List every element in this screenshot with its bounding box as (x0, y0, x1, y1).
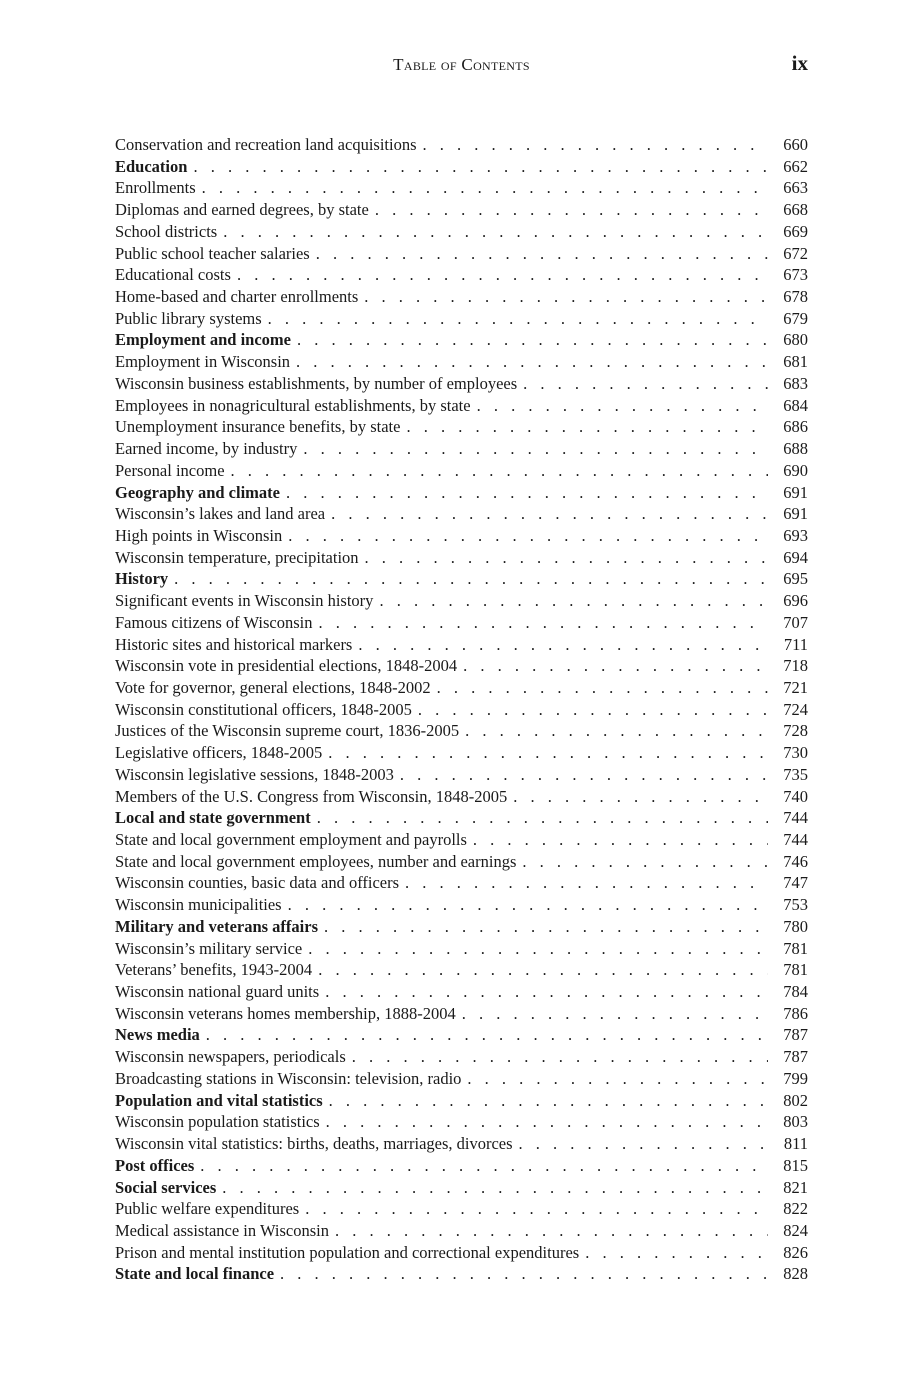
toc-entry (115, 894, 808, 916)
toc-entry (115, 199, 808, 221)
toc-entry-page-number: 784 (783, 982, 808, 1002)
dot-leader (375, 199, 768, 221)
dot-leader (329, 1090, 768, 1112)
toc-entry-title: Historic sites and historical markers (115, 634, 353, 654)
toc-entry (115, 503, 808, 525)
dot-leader (365, 547, 768, 569)
toc-entry-title: Home-based and charter enrollments (115, 287, 359, 307)
toc-entry-title: Employment and income (115, 330, 292, 350)
toc-entry-title: Wisconsin business establishments, by number of employees (115, 373, 518, 393)
toc-entry-page-number: 711 (783, 634, 808, 654)
toc-entry-page-number: 672 (783, 243, 808, 263)
toc-entry (115, 438, 808, 460)
dot-leader (400, 764, 768, 786)
toc-entry-page-number: 678 (783, 287, 808, 307)
toc-entry (115, 829, 808, 851)
toc-entry-title: Population and vital statistics (115, 1090, 323, 1110)
toc-entry (115, 851, 808, 873)
toc-entry-page-number: 695 (783, 569, 808, 589)
toc-entry-title: Diplomas and earned degrees, by state (115, 200, 369, 220)
toc-entry-title: Employees in nonagricultural establishments, by state (115, 395, 471, 415)
dot-leader (585, 1242, 768, 1264)
dot-leader (280, 1263, 768, 1285)
dot-leader (331, 503, 768, 525)
toc-entry (115, 177, 808, 199)
toc-entry (115, 742, 808, 764)
dot-leader (379, 590, 768, 612)
toc-entry (115, 764, 808, 786)
dot-leader (223, 221, 768, 243)
dot-leader (202, 177, 768, 199)
dot-leader (297, 329, 768, 351)
toc-entry-title: Post offices (115, 1155, 195, 1175)
dot-leader (206, 1024, 768, 1046)
toc-entry-title: Wisconsin constitutional officers, 1848-2005 (115, 699, 412, 719)
toc-entry (115, 590, 808, 612)
toc-entry (115, 1220, 808, 1242)
dot-leader (318, 959, 768, 981)
toc-section-heading (115, 916, 808, 938)
toc-entry-title: Legislative officers, 1848-2005 (115, 743, 323, 763)
toc-entry-title: Unemployment insurance benefits, by state (115, 417, 401, 437)
toc-entry (115, 938, 808, 960)
toc-entry-page-number: 787 (783, 1047, 808, 1067)
toc-entry-title: Wisconsin’s lakes and land area (115, 504, 326, 524)
toc-section-heading (115, 482, 808, 504)
toc-entry-page-number: 684 (783, 395, 808, 415)
toc-entry-title: State and local finance (115, 1264, 275, 1284)
toc-entry-page-number: 669 (783, 221, 808, 241)
toc-entry-page-number: 828 (783, 1264, 808, 1284)
toc-entry-page-number: 730 (783, 743, 808, 763)
page-header (115, 51, 808, 81)
toc-section-heading (115, 329, 808, 351)
dot-leader (318, 612, 768, 634)
toc-entry-title: Justices of the Wisconsin supreme court, 1836-2005 (115, 721, 460, 741)
toc-section-heading (115, 1263, 808, 1285)
dot-leader (364, 286, 768, 308)
toc-entry-page-number: 740 (783, 786, 808, 806)
toc-entry-page-number: 662 (783, 156, 808, 176)
toc-entry-page-number: 744 (783, 808, 808, 828)
table-of-contents (115, 134, 808, 1285)
toc-section-heading (115, 1024, 808, 1046)
dot-leader (423, 134, 769, 156)
toc-entry-page-number: 824 (783, 1220, 808, 1240)
toc-entry-page-number: 826 (783, 1242, 808, 1262)
dot-leader (303, 438, 768, 460)
toc-entry-title: History (115, 569, 169, 589)
toc-entry-page-number: 753 (783, 895, 808, 915)
toc-entry-page-number: 680 (783, 330, 808, 350)
dot-leader (523, 373, 768, 395)
toc-entry (115, 264, 808, 286)
toc-entry-page-number: 718 (783, 656, 808, 676)
toc-entry (115, 981, 808, 1003)
toc-entry-page-number: 690 (783, 460, 808, 480)
dot-leader (316, 243, 768, 265)
toc-entry-title: Educational costs (115, 265, 231, 285)
toc-entry-page-number: 707 (783, 612, 808, 632)
toc-entry-title: Public library systems (115, 308, 262, 328)
toc-entry-page-number: 780 (783, 916, 808, 936)
toc-section-heading (115, 568, 808, 590)
toc-section-heading (115, 807, 808, 829)
toc-section-heading (115, 1090, 808, 1112)
toc-entry-title: Education (115, 156, 188, 176)
toc-entry-title: Medical assistance in Wisconsin (115, 1220, 329, 1240)
dot-leader (296, 351, 768, 373)
toc-entry-page-number: 688 (783, 439, 808, 459)
toc-entry (115, 416, 808, 438)
toc-entry-title: Wisconsin veterans homes membership, 1888-2004 (115, 1003, 456, 1023)
dot-leader (463, 655, 768, 677)
toc-entry-page-number: 822 (783, 1199, 808, 1219)
toc-section-heading (115, 1177, 808, 1199)
dot-leader (317, 807, 768, 829)
page-number: ix (791, 51, 808, 75)
toc-entry-title: Wisconsin vote in presidential elections, 1848-2004 (115, 656, 458, 676)
dot-leader (462, 1003, 768, 1025)
toc-entry (115, 699, 808, 721)
toc-entry-title: Wisconsin municipalities (115, 895, 282, 915)
toc-entry-page-number: 693 (783, 525, 808, 545)
toc-entry (115, 373, 808, 395)
dot-leader (308, 938, 768, 960)
toc-entry (115, 395, 808, 417)
toc-entry (115, 460, 808, 482)
toc-entry-title: Famous citizens of Wisconsin (115, 612, 313, 632)
dot-leader (288, 525, 768, 547)
toc-entry-title: Social services (115, 1177, 217, 1197)
dot-leader (418, 699, 768, 721)
dot-leader (325, 981, 768, 1003)
toc-entry-page-number: 668 (783, 200, 808, 220)
toc-entry-title: Wisconsin population statistics (115, 1112, 320, 1132)
toc-entry (115, 1068, 808, 1090)
dot-leader (352, 1046, 768, 1068)
toc-entry-title: Enrollments (115, 178, 196, 198)
toc-entry-title: Wisconsin newspapers, periodicals (115, 1047, 346, 1067)
toc-entry (115, 1046, 808, 1068)
toc-entry (115, 1003, 808, 1025)
toc-entry-page-number: 694 (783, 547, 808, 567)
toc-entry-page-number: 691 (783, 482, 808, 502)
toc-entry-title: Geography and climate (115, 482, 280, 502)
dot-leader (328, 742, 768, 764)
toc-entry-title: Wisconsin national guard units (115, 982, 320, 1002)
dot-leader (477, 395, 768, 417)
toc-entry-title: Military and veterans affairs (115, 916, 319, 936)
toc-entry (115, 786, 808, 808)
toc-entry-title: Significant events in Wisconsin history (115, 591, 374, 611)
toc-entry-page-number: 747 (783, 873, 808, 893)
toc-entry (115, 1111, 808, 1133)
toc-entry (115, 720, 808, 742)
dot-leader (519, 1133, 768, 1155)
toc-entry-title: News media (115, 1025, 200, 1045)
dot-leader (406, 416, 768, 438)
dot-leader (467, 1068, 768, 1090)
dot-leader (513, 786, 768, 808)
dot-leader (326, 1111, 768, 1133)
toc-entry-title: Public welfare expenditures (115, 1199, 300, 1219)
dot-leader (231, 460, 768, 482)
toc-entry-title: Prison and mental institution population and correctional expenditures (115, 1242, 580, 1262)
toc-entry-page-number: 696 (783, 591, 808, 611)
toc-entry-page-number: 815 (783, 1155, 808, 1175)
toc-entry-page-number: 728 (783, 721, 808, 741)
toc-entry (115, 286, 808, 308)
toc-entry-page-number: 781 (783, 960, 808, 980)
toc-entry (115, 221, 808, 243)
toc-entry-title: Conservation and recreation land acquisitions (115, 135, 417, 154)
toc-entry-page-number: 744 (783, 830, 808, 849)
toc-entry-title: Vote for governor, general elections, 1848-2002 (115, 677, 431, 697)
toc-entry (115, 1198, 808, 1220)
dot-leader (405, 872, 768, 894)
toc-entry (115, 1242, 808, 1264)
toc-entry-title: Wisconsin counties, basic data and officers (115, 873, 400, 893)
dot-leader (465, 720, 768, 742)
toc-entry-page-number: 660 (783, 135, 808, 154)
toc-section-heading (115, 1155, 808, 1177)
toc-entry-page-number: 803 (783, 1112, 808, 1132)
toc-entry (115, 308, 808, 330)
dot-leader (522, 851, 768, 873)
dot-leader (193, 156, 768, 178)
dot-leader (286, 482, 768, 504)
toc-entry-page-number: 686 (783, 417, 808, 437)
toc-entry-title: Public school teacher salaries (115, 243, 310, 263)
toc-entry (115, 525, 808, 547)
toc-entry-title: Wisconsin’s military service (115, 938, 303, 958)
toc-entry-page-number: 811 (783, 1134, 808, 1154)
dot-leader (222, 1177, 768, 1199)
toc-entry (115, 612, 808, 634)
toc-entry (115, 655, 808, 677)
dot-leader (437, 677, 768, 699)
toc-entry-title: State and local government employment and payrolls (115, 830, 467, 849)
toc-entry-page-number: 821 (783, 1177, 808, 1197)
toc-entry-page-number: 735 (783, 764, 808, 784)
toc-entry-title: State and local government employees, number and earnings (115, 851, 517, 871)
toc-entry-page-number: 679 (783, 308, 808, 328)
toc-entry (115, 959, 808, 981)
dot-leader (237, 264, 768, 286)
toc-entry (115, 351, 808, 373)
toc-entry (115, 243, 808, 265)
toc-entry-title: Wisconsin temperature, precipitation (115, 547, 359, 567)
toc-entry-page-number: 724 (783, 699, 808, 719)
toc-entry-title: Employment in Wisconsin (115, 352, 291, 372)
toc-entry-page-number: 673 (783, 265, 808, 285)
toc-entry-page-number: 787 (783, 1025, 808, 1045)
toc-entry-title: High points in Wisconsin (115, 525, 283, 545)
toc-entry-title: Wisconsin legislative sessions, 1848-2003 (115, 764, 394, 784)
toc-entry (115, 634, 808, 656)
toc-entry (115, 677, 808, 699)
toc-entry-page-number: 786 (783, 1003, 808, 1023)
dot-leader (473, 829, 768, 851)
toc-entry-title: Local and state government (115, 808, 311, 828)
toc-entry (115, 1133, 808, 1155)
toc-entry-page-number: 681 (783, 352, 808, 372)
toc-entry-page-number: 746 (783, 851, 808, 871)
toc-entry-title: Personal income (115, 460, 225, 480)
dot-leader (174, 568, 768, 590)
toc-entry (115, 134, 808, 156)
toc-entry-page-number: 663 (783, 178, 808, 198)
toc-entry (115, 547, 808, 569)
toc-entry-page-number: 799 (783, 1068, 808, 1088)
dot-leader (268, 308, 768, 330)
dot-leader (288, 894, 768, 916)
toc-entry (115, 872, 808, 894)
toc-entry-page-number: 802 (783, 1090, 808, 1110)
toc-entry-title: Veterans’ benefits, 1943-2004 (115, 960, 313, 980)
dot-leader (324, 916, 768, 938)
dot-leader (305, 1198, 768, 1220)
toc-entry-title: Broadcasting stations in Wisconsin: television, radio (115, 1068, 462, 1088)
dot-leader (358, 634, 768, 656)
toc-entry-page-number: 683 (783, 373, 808, 393)
toc-entry-title: School districts (115, 221, 218, 241)
toc-section-heading (115, 156, 808, 178)
toc-entry-title: Wisconsin vital statistics: births, deaths, marriages, divorces (115, 1134, 513, 1154)
toc-entry-page-number: 721 (783, 677, 808, 697)
toc-entry-title: Earned income, by industry (115, 439, 298, 459)
running-head: Table of Contents (393, 55, 530, 74)
toc-entry-title: Members of the U.S. Congress from Wisconsin, 1848-2005 (115, 786, 508, 806)
toc-entry-page-number: 691 (783, 504, 808, 524)
dot-leader (200, 1155, 768, 1177)
toc-entry-page-number: 781 (783, 938, 808, 958)
dot-leader (335, 1220, 768, 1242)
